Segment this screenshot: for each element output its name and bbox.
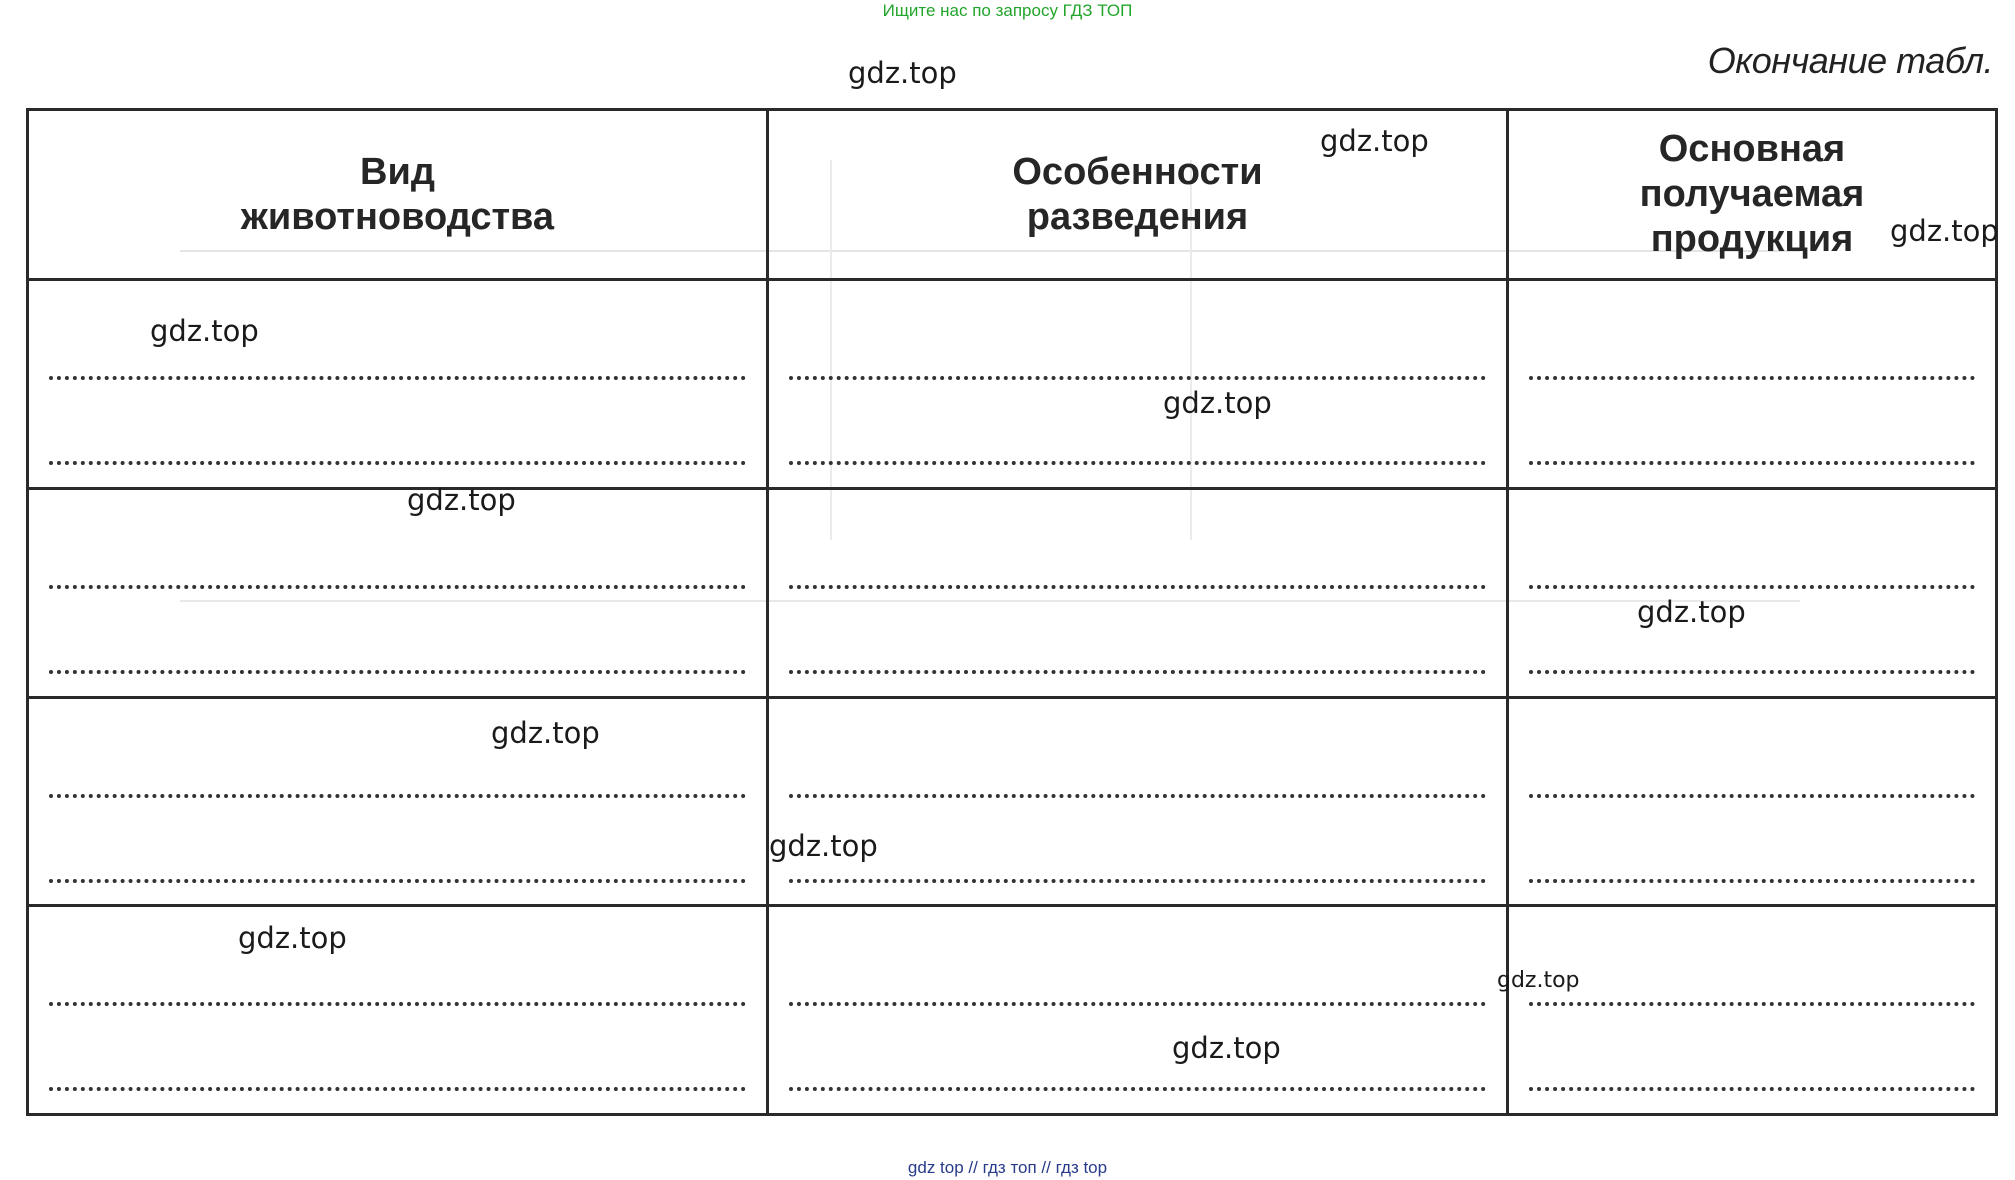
answer-line[interactable] xyxy=(1529,1087,1975,1091)
watermark-text: gdz.top xyxy=(1890,214,1999,248)
header-livestock-type xyxy=(28,110,768,280)
answer-cell-main-products[interactable] xyxy=(1508,697,1997,906)
watermark-text: gdz.top xyxy=(1163,386,1272,420)
answer-cell-main-products[interactable] xyxy=(1508,488,1997,697)
answer-line[interactable] xyxy=(1529,376,1975,380)
answer-line[interactable] xyxy=(49,376,746,380)
answer-line[interactable] xyxy=(49,461,746,465)
answer-cell-main-products[interactable] xyxy=(1508,906,1997,1115)
answer-cell-breeding-features[interactable] xyxy=(768,280,1508,489)
table-row xyxy=(28,280,1997,489)
header-main-products xyxy=(1508,110,1997,280)
watermark-text: gdz.top xyxy=(1497,968,1580,993)
answer-line[interactable] xyxy=(789,1002,1486,1006)
answer-cell-breeding-features[interactable] xyxy=(768,488,1508,697)
answer-line[interactable] xyxy=(49,1087,746,1091)
answer-line[interactable] xyxy=(49,1002,746,1006)
header-main-products-label: Основная получаемая продукция xyxy=(1639,128,1865,260)
answer-line[interactable] xyxy=(1529,461,1975,465)
answer-line[interactable] xyxy=(49,879,746,883)
answer-cell-livestock-type[interactable] xyxy=(28,488,768,697)
answer-line[interactable] xyxy=(1529,670,1975,674)
answer-cell-livestock-type[interactable] xyxy=(28,906,768,1115)
table-row xyxy=(28,488,1997,697)
watermark-text: gdz.top xyxy=(491,716,600,750)
bottom-banner[interactable]: gdz top // гдз топ // гдз top xyxy=(907,1158,1108,1177)
answer-line[interactable] xyxy=(789,670,1486,674)
answer-line[interactable] xyxy=(49,670,746,674)
answer-cell-livestock-type[interactable] xyxy=(28,697,768,906)
watermark-text: gdz.top xyxy=(238,921,347,955)
watermark-text: gdz.top xyxy=(1320,124,1429,158)
answer-line[interactable] xyxy=(1529,585,1975,589)
answer-line[interactable] xyxy=(789,1087,1486,1091)
answer-cell-livestock-type[interactable] xyxy=(28,280,768,489)
answer-cell-breeding-features[interactable] xyxy=(768,906,1508,1115)
answer-line[interactable] xyxy=(789,585,1486,589)
watermark-text: gdz.top xyxy=(407,483,516,517)
table-header-row xyxy=(28,110,1997,280)
answer-line[interactable] xyxy=(1529,1002,1975,1006)
answer-line[interactable] xyxy=(1529,794,1975,798)
top-banner[interactable]: Ищите нас по запросу ГДЗ ТОП xyxy=(882,1,1133,20)
answer-line[interactable] xyxy=(1529,879,1975,883)
watermark-text: gdz.top xyxy=(769,829,878,863)
watermark-text: gdz.top xyxy=(848,56,957,90)
watermark-text: gdz.top xyxy=(1637,595,1746,629)
answer-line[interactable] xyxy=(49,585,746,589)
answer-cell-main-products[interactable] xyxy=(1508,280,1997,489)
answer-line[interactable] xyxy=(789,879,1486,883)
answer-cell-breeding-features[interactable] xyxy=(768,697,1508,906)
answer-line[interactable] xyxy=(789,461,1486,465)
answer-line[interactable] xyxy=(49,794,746,798)
table-caption: Окончание табл. xyxy=(1707,40,1993,81)
answer-line[interactable] xyxy=(789,376,1486,380)
answer-line[interactable] xyxy=(789,794,1486,798)
header-livestock-type-label: Вид животноводства xyxy=(240,150,555,238)
table-row xyxy=(28,697,1997,906)
header-breeding-features-label: Особенности разведения xyxy=(1012,150,1263,238)
watermark-text: gdz.top xyxy=(1172,1031,1281,1065)
watermark-text: gdz.top xyxy=(150,314,259,348)
